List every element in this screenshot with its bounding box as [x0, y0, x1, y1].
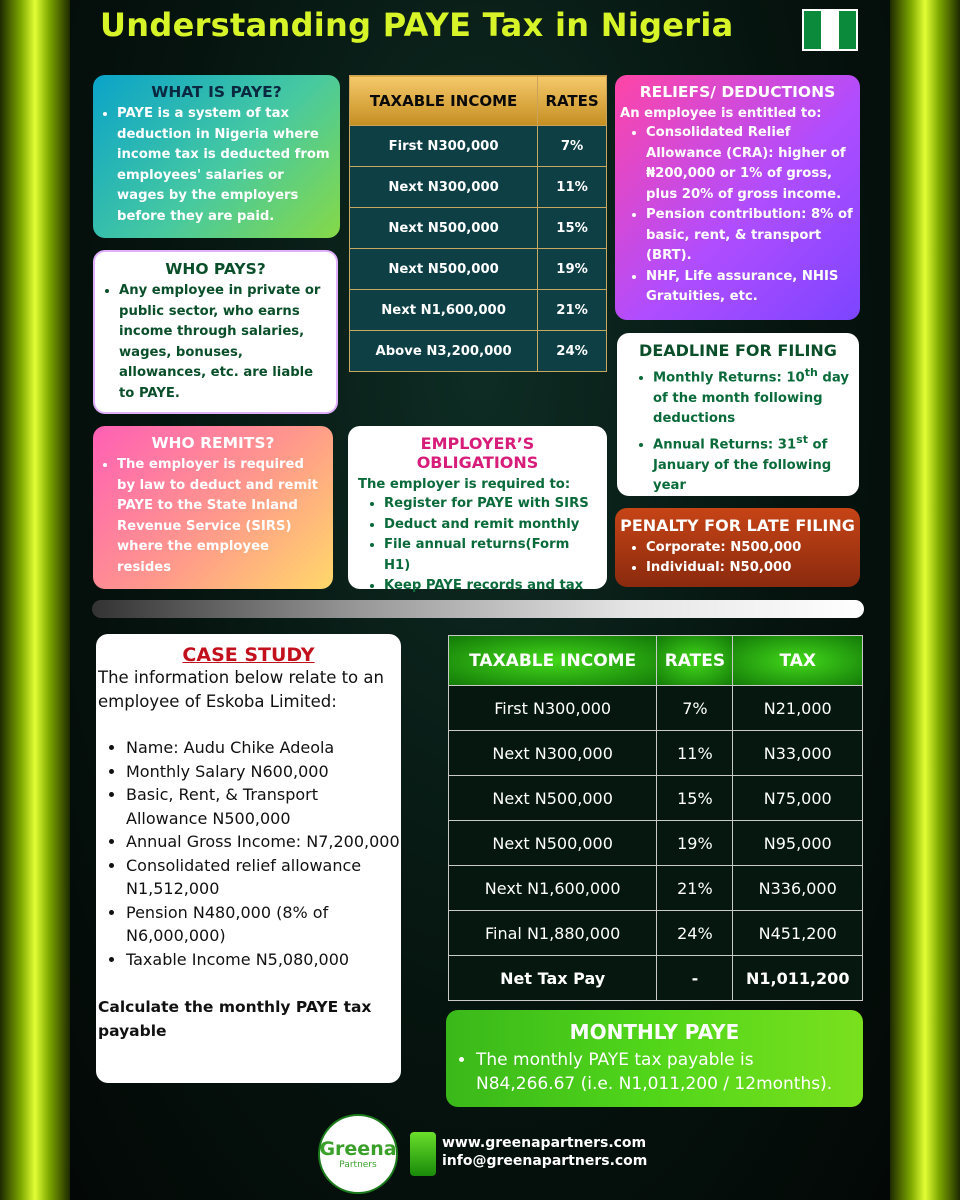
table-header: TAXABLE INCOME — [449, 636, 657, 686]
employer-intro: The employer is required to: — [358, 477, 571, 492]
table-row — [449, 731, 863, 776]
left-glow-bar — [0, 0, 70, 1200]
list-item: • PAYE is a system of tax deduction in Nigeria where income tax is deducted from employees' salaries or wages by the employers before they are paid. — [117, 104, 330, 227]
list-item: • Any employee in private or public sector, who earns income through salaries, wages, bonuses, allowances, etc. are liable to PAYE. — [119, 281, 326, 404]
list-item: • Annual Gross Income: N7,200,000 — [126, 830, 401, 854]
right-glow-bar — [890, 0, 960, 1200]
monthly-paye-card — [446, 1010, 863, 1107]
table-cell: Next N300,000 — [350, 167, 538, 208]
table-row — [350, 208, 607, 249]
list-item: • Pension N480,000 (8% of N6,000,000) — [126, 901, 401, 948]
email-link[interactable]: info@greenapartners.com — [442, 1153, 648, 1169]
table-cell: N451,200 — [733, 911, 863, 956]
penalty-card — [615, 508, 860, 587]
table-row — [449, 776, 863, 821]
total-row — [449, 956, 863, 1001]
reliefs-title: RELIEFS/ DEDUCTIONS — [639, 83, 836, 101]
ordinal-suffix: th — [804, 366, 818, 379]
table-row — [449, 686, 863, 731]
table-cell: First N300,000 — [350, 126, 538, 167]
table-cell: N336,000 — [733, 866, 863, 911]
greena-logo — [318, 1114, 398, 1194]
table-row — [350, 126, 607, 167]
who-remits-card — [93, 426, 333, 589]
table-header: RATES — [657, 636, 733, 686]
case-study-card — [96, 634, 401, 1083]
table-cell: Next N500,000 — [350, 249, 538, 290]
table-cell: First N300,000 — [449, 686, 657, 731]
logo-subtext: Partners — [339, 1160, 377, 1170]
list-item: • Register for PAYE with SIRS — [384, 494, 597, 515]
table-cell: 19% — [538, 249, 607, 290]
table-cell: Net Tax Pay — [449, 956, 657, 1001]
list-item: • Corporate: N500,000 — [646, 538, 855, 558]
list-item: • File annual returns(Form H1) — [384, 535, 597, 576]
list-item — [653, 430, 849, 497]
list-item: • Individual: N50,000 — [646, 558, 855, 578]
table-header: TAX — [733, 636, 863, 686]
table-row — [449, 821, 863, 866]
list-item: • NHF, Life assurance, NHIS Gratuities, etc. — [646, 267, 855, 308]
table-row — [449, 911, 863, 956]
table-cell: Final N1,880,000 — [449, 911, 657, 956]
case-study-question: Calculate the monthly PAYE tax payable — [98, 998, 372, 1040]
list-item: • Deduct and remit monthly — [384, 515, 597, 536]
table-cell: Next N500,000 — [350, 208, 538, 249]
table-cell: N75,000 — [733, 776, 863, 821]
table-header: RATES — [538, 76, 607, 126]
list-item: • Taxable Income N5,080,000 — [126, 948, 401, 972]
table-cell: N95,000 — [733, 821, 863, 866]
table-cell: Next N500,000 — [449, 821, 657, 866]
list-item: • The employer is required by law to deduct and remit PAYE to the State Inland Revenue Service (SIRS) where the employee resides — [117, 455, 323, 578]
table-row — [350, 249, 607, 290]
reliefs-intro: An employee is entitled to: — [620, 106, 822, 121]
table-cell: Next N300,000 — [449, 731, 657, 776]
table-cell: 11% — [657, 731, 733, 776]
table-cell: 21% — [657, 866, 733, 911]
what-is-paye-card — [93, 75, 340, 238]
table-row — [350, 290, 607, 331]
deadline-text: Monthly Returns: 10 — [653, 370, 805, 386]
table-cell: 21% — [538, 290, 607, 331]
table-cell: N1,011,200 — [733, 956, 863, 1001]
deadline-text: of January of the following year — [653, 437, 832, 494]
contact-info — [442, 1134, 647, 1170]
table-cell: 24% — [538, 331, 607, 372]
table-cell: - — [657, 956, 733, 1001]
table-cell: Next N500,000 — [449, 776, 657, 821]
table-cell: Above N3,200,000 — [350, 331, 538, 372]
list-item — [653, 363, 849, 430]
table-cell: 15% — [538, 208, 607, 249]
deadline-title: DEADLINE FOR FILING — [639, 341, 837, 360]
list-item: • The monthly PAYE tax payable is N84,266.67 (i.e. N1,011,200 / 12months). — [476, 1048, 851, 1096]
ordinal-suffix: st — [796, 432, 808, 446]
list-item: • Consolidated Relief Allowance (CRA): higher of ₦200,000 or 1% of gross, plus 20% of gross income. — [646, 123, 855, 205]
deadline-text: day of the month following deductions — [653, 370, 849, 427]
logo-text: Greena — [319, 1138, 397, 1160]
table-cell: Next N1,600,000 — [350, 290, 538, 331]
table-cell: Next N1,600,000 — [449, 866, 657, 911]
list-item: • Name: Audu Chike Adeola — [126, 736, 401, 760]
table-cell: 11% — [538, 167, 607, 208]
case-study-lead: The information below relate to an employee of Eskoba Limited: — [98, 668, 384, 711]
who-remits-title: WHO REMITS? — [151, 434, 275, 452]
table-cell: 19% — [657, 821, 733, 866]
list-item: • Consolidated relief allowance N1,512,000 — [126, 854, 401, 901]
penalty-title: PENALTY FOR LATE FILING — [620, 516, 855, 535]
list-item: • Keep PAYE records and tax — [384, 576, 597, 617]
table-row — [350, 167, 607, 208]
table-cell: N21,000 — [733, 686, 863, 731]
contact-bar-icon — [410, 1132, 436, 1176]
page-title: Understanding PAYE Tax in Nigeria — [100, 6, 734, 44]
table-header: TAXABLE INCOME — [350, 76, 538, 126]
tax-computation-table — [448, 635, 863, 1001]
who-pays-title: WHO PAYS? — [165, 260, 266, 278]
table-cell: N33,000 — [733, 731, 863, 776]
deadline-card — [617, 333, 859, 496]
table-cell: 24% — [657, 911, 733, 956]
employer-obligations-title: EMPLOYER’S OBLIGATIONS — [416, 434, 539, 472]
list-item: • Pension contribution: 8% of basic, rent, & transport (BRT). — [646, 205, 855, 267]
nigeria-flag-icon — [802, 9, 858, 51]
table-cell: 7% — [657, 686, 733, 731]
reliefs-card — [615, 75, 860, 320]
case-study-title: CASE STUDY — [182, 644, 315, 666]
who-pays-card — [93, 250, 338, 414]
list-item: • Monthly Salary N600,000 — [126, 760, 401, 784]
table-row — [350, 331, 607, 372]
list-item: • Basic, Rent, & Transport Allowance N500,000 — [126, 783, 401, 830]
what-is-paye-title: WHAT IS PAYE? — [151, 83, 282, 101]
employer-obligations-card — [348, 426, 607, 593]
section-divider — [92, 600, 864, 618]
deadline-text: Annual Returns: 31 — [653, 437, 797, 453]
monthly-paye-title: MONTHLY PAYE — [569, 1020, 740, 1044]
rates-table — [349, 75, 607, 372]
table-cell: 7% — [538, 126, 607, 167]
website-link[interactable]: www.greenapartners.com — [442, 1135, 647, 1151]
table-row — [449, 866, 863, 911]
table-cell: 15% — [657, 776, 733, 821]
